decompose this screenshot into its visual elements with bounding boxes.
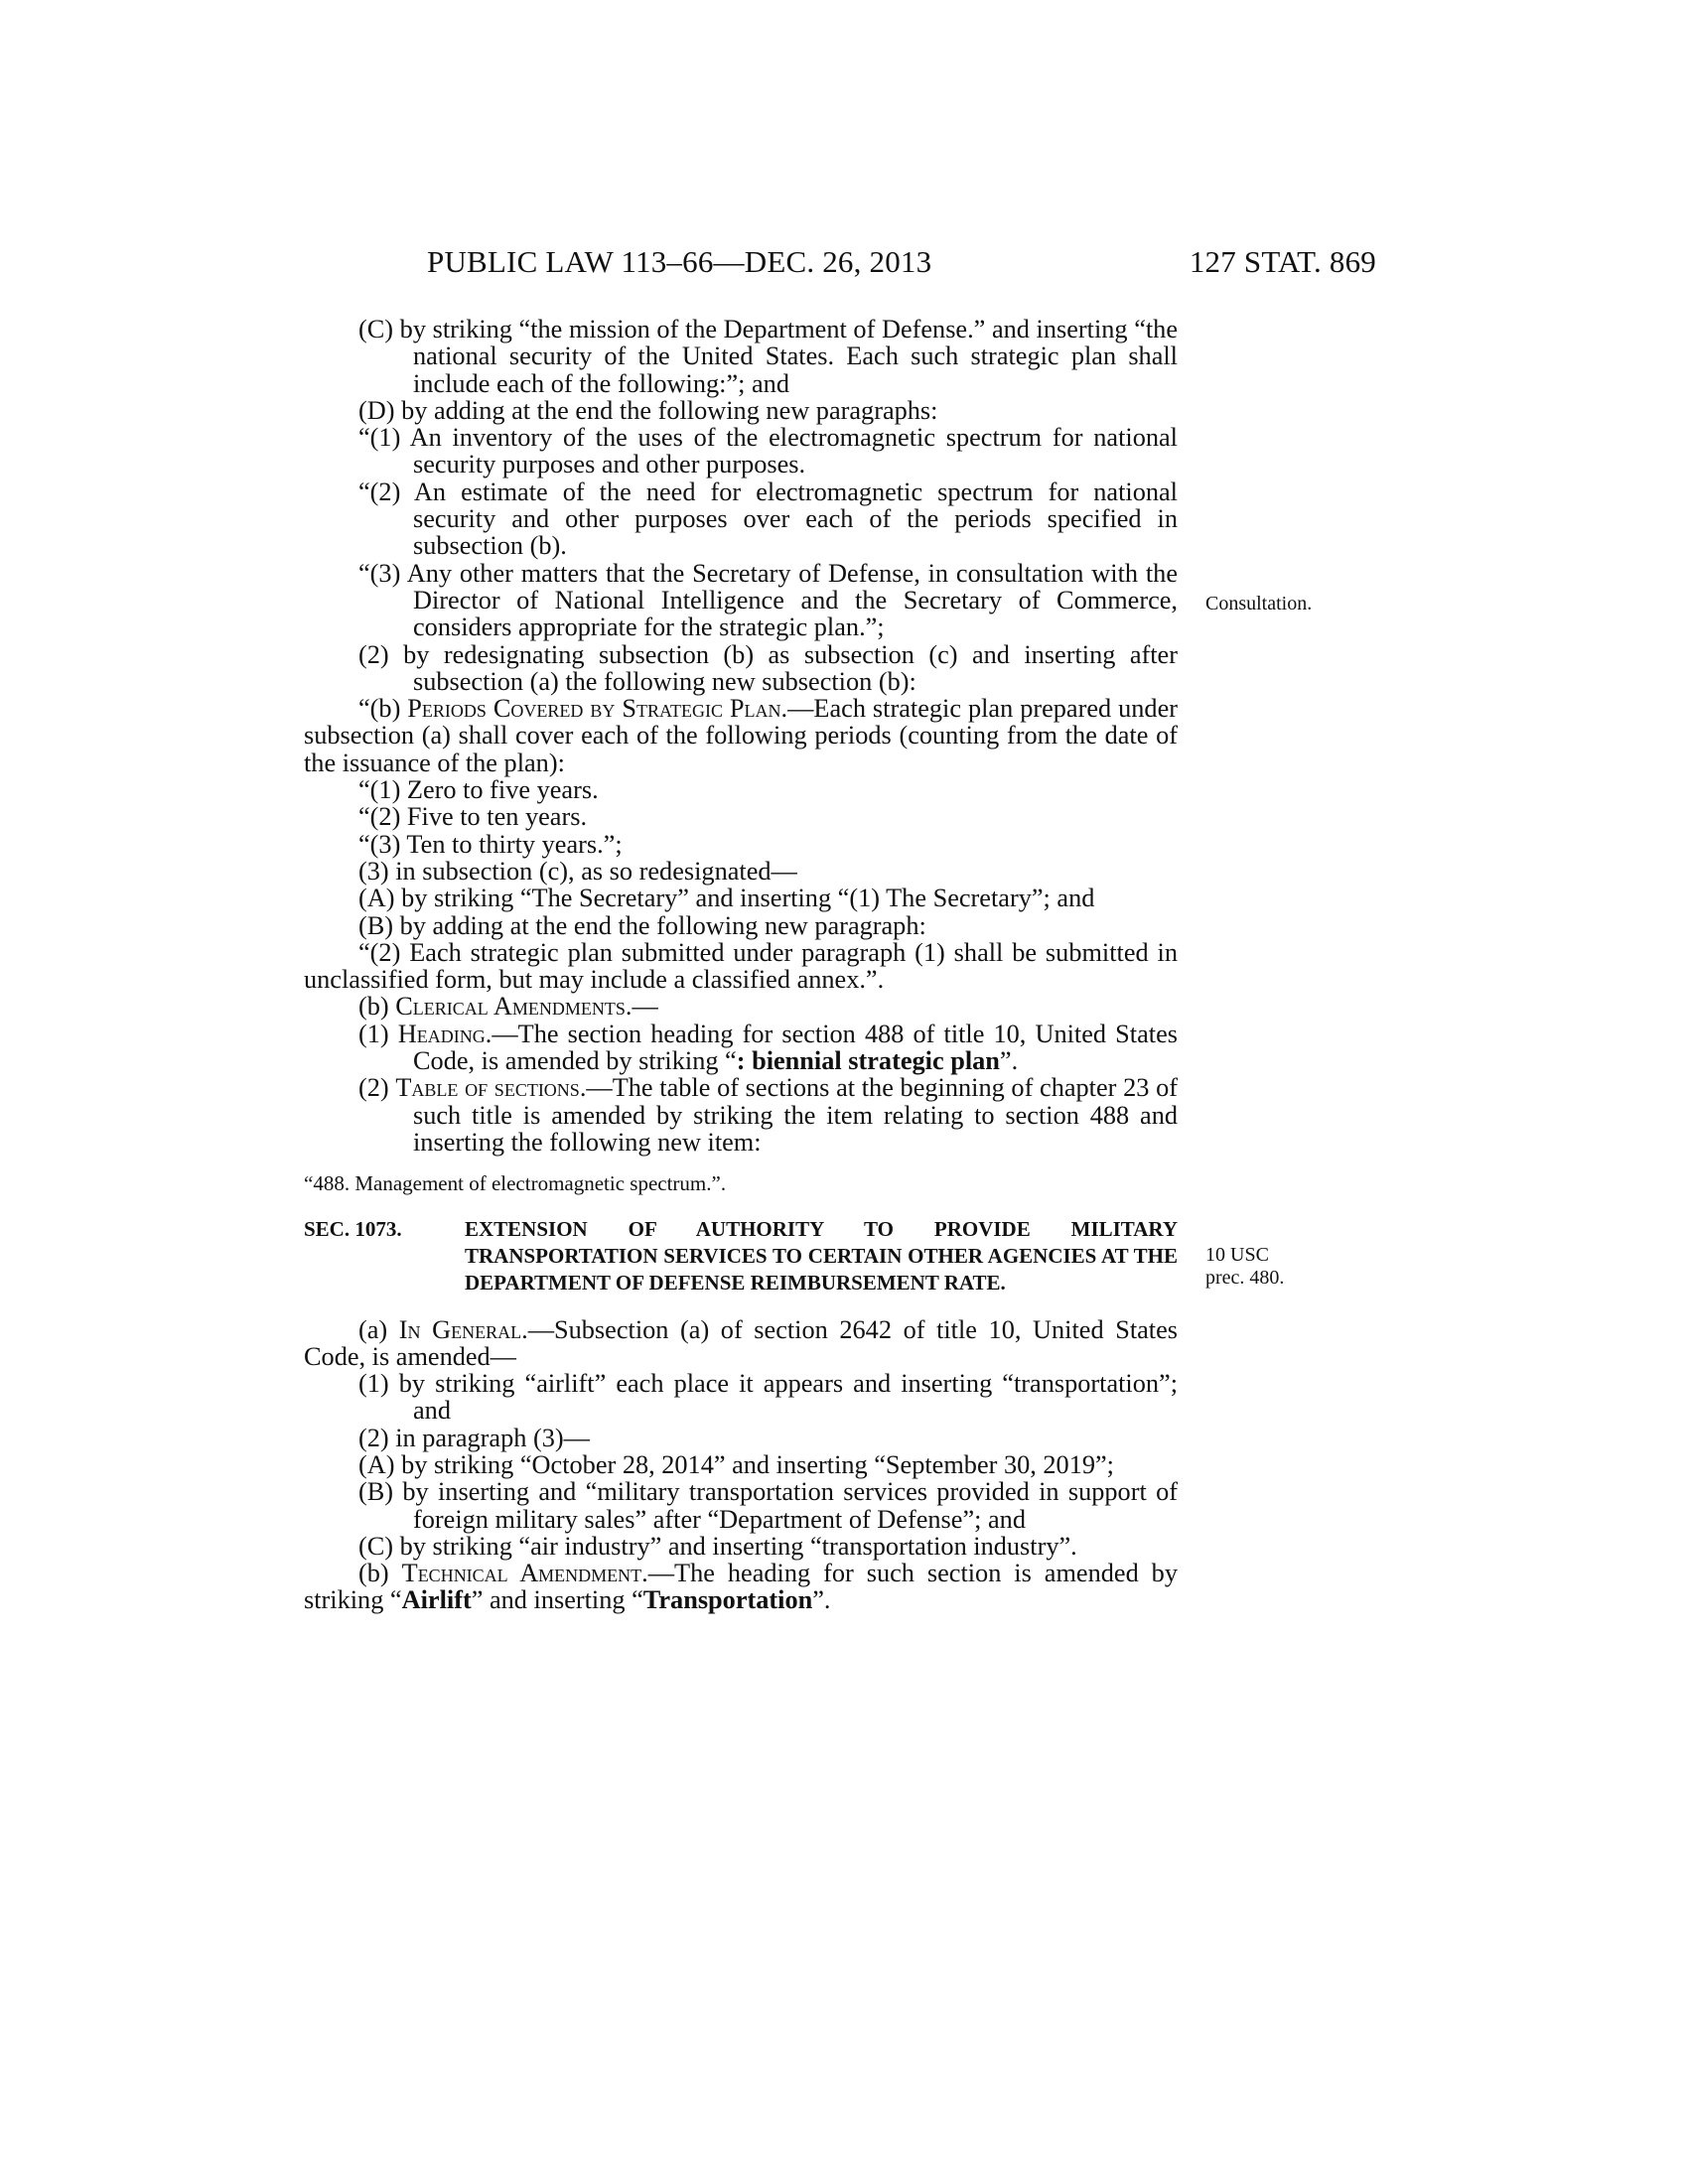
new-paragraph-2-unclassified: “(2) Each strategic plan submitted under paragraph (1) shall be submitted in unclassified form, but may include a classified annex.”. — [304, 937, 1178, 995]
technical-lead: (b) — [358, 1559, 402, 1588]
technical-bold-airlift: Airlift — [401, 1585, 472, 1615]
heading-end: ”. — [999, 1046, 1019, 1076]
section-number: SEC. 1073. — [304, 1216, 402, 1241]
margin-note-usc-2: prec. 480. — [1205, 1267, 1285, 1289]
clerical-dash: .— — [625, 992, 658, 1022]
subsection-b-periods — [304, 695, 1178, 776]
toc-heading: Table of sections — [395, 1073, 580, 1103]
heading-bold-text: : biennial strategic plan — [736, 1046, 1000, 1076]
margin-note-usc-1: 10 USC — [1205, 1244, 1269, 1266]
technical-bold-transportation: Transportation — [642, 1585, 813, 1615]
paragraph-2-redesignate: (2) by redesignating subsection (b) as subsection (c) and inserting after subsection (a) the following new subsection (b): — [358, 639, 1178, 696]
toc-lead: (2) — [358, 1073, 396, 1103]
subsection-b-lead: “(b) — [358, 694, 408, 724]
paragraph-a-secretary: (A) by striking “The Secretary” and inserting “(1) The Secretary”; and — [358, 884, 1095, 913]
paragraph-1-airlift: (1) by striking “airlift” each place it appears and inserting “transportation”; and — [358, 1369, 1178, 1426]
technical-text: .—The heading for such section is amended by striking “ — [304, 1559, 1178, 1615]
paragraph-b-foreign-sales: (B) by inserting and “military transportation services provided in support of foreign military sales” after “Department of Defense”; and — [358, 1477, 1178, 1534]
section-heading — [304, 1216, 1178, 1297]
in-general-heading: In General — [398, 1314, 522, 1344]
paragraph-2-table-of-sections — [304, 1074, 1178, 1156]
paragraph-c: (C) by striking “the mission of the Department of Defense.” and inserting “the national security of the United States. Each such strategic plan shall include each of the following:”; and — [358, 315, 1178, 398]
new-paragraph-3: “(3) Any other matters that the Secretary of Defense, in consultation with the Director of National Intelligence and the Secretary of Commerce, considers appropriate for the strategic plan.”; — [358, 558, 1178, 642]
page-header — [304, 244, 1376, 284]
subsection-b-text: .—Each strategic plan prepared under subsection (a) shall cover each of the following periods (counting from the date of the issuance of the plan): — [304, 694, 1179, 777]
paragraph-1-heading — [304, 1021, 1178, 1075]
period-2: “(2) Five to ten years. — [358, 802, 588, 832]
new-paragraph-2: “(2) An estimate of the need for electromagnetic spectrum for national security and other purposes over each of the periods specified in subsection (b). — [358, 477, 1178, 561]
technical-end: ”. — [812, 1585, 831, 1615]
clerical-lead: (b) — [358, 992, 396, 1022]
in-general-text: .—Subsection (a) of section 2642 of title 10, United States Code, is amended— — [304, 1314, 1179, 1371]
period-3: “(3) Ten to thirty years.”; — [358, 829, 623, 859]
technical-heading: Technical Amendment — [401, 1559, 642, 1588]
public-law-citation: PUBLIC LAW 113–66—DEC. 26, 2013 — [427, 244, 932, 279]
technical-mid: ” and inserting “ — [471, 1585, 643, 1615]
subsection-b-heading: Periods Covered by Strategic Plan — [407, 694, 781, 724]
new-paragraph-1: “(1) An inventory of the uses of the electromagnetic spectrum for national security purposes and other purposes. — [358, 423, 1178, 479]
period-1: “(1) Zero to five years. — [358, 775, 599, 805]
heading-text: .—The section heading for section 488 of title 10, United States Code, is amended by striking “ — [413, 1019, 1178, 1076]
subsection-b-technical — [304, 1560, 1178, 1614]
in-general-lead: (a) — [358, 1314, 399, 1344]
subsection-b-clerical — [304, 993, 1178, 1020]
clerical-heading: Clerical Amendments — [395, 992, 626, 1022]
section-title: EXTENSION OF AUTHORITY TO PROVIDE MILITARY TRANSPORTATION SERVICES TO CERTAIN OTHER AGENCIES AT THE DEPARTMENT OF DEFENSE REIMBURSEMENT RATE. — [465, 1216, 1178, 1295]
statute-page-number: 127 STAT. 869 — [1189, 244, 1376, 279]
heading-heading: Heading — [397, 1019, 486, 1048]
toc-item: “488. Management of electromagnetic spectrum.”. — [304, 1171, 727, 1196]
document-body — [304, 316, 1178, 1614]
paragraph-b-adding: (B) by adding at the end the following new paragraph: — [358, 910, 926, 940]
heading-lead: (1) — [358, 1019, 398, 1048]
toc-text: .—The table of sections at the beginning of chapter 23 of such title is amended by striking the item relating to section 488 and inserting the following new item: — [413, 1073, 1178, 1157]
paragraph-d: (D) by adding at the end the following new paragraphs: — [358, 395, 938, 425]
paragraph-2-in-paragraph-3: (2) in paragraph (3)— — [358, 1423, 590, 1452]
margin-note-consultation: Consultation. — [1205, 593, 1313, 614]
paragraph-c-industry: (C) by striking “air industry” and inserting “transportation industry”. — [358, 1531, 1077, 1561]
paragraph-a-date: (A) by striking “October 28, 2014” and inserting “September 30, 2019”; — [358, 1449, 1114, 1479]
subsection-a-in-general — [304, 1316, 1178, 1371]
paragraph-3-subsection-c: (3) in subsection (c), as so redesignated— — [358, 856, 797, 886]
